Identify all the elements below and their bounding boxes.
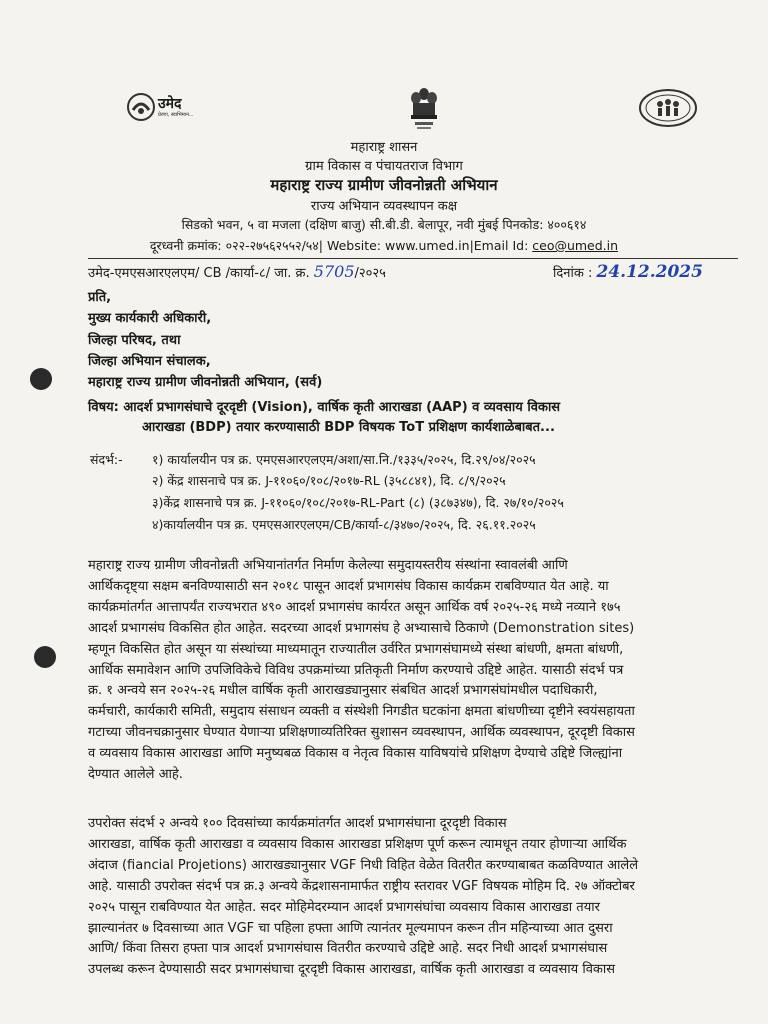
paragraph-line: देण्यात आलेले आहे.: [88, 767, 183, 783]
subject-line-1: विषय: आदर्श प्रभागसंघाचे दूरदृष्टी (Vision), वार्षिक कृती आराखडा (AAP) व व्यवसाय विकास: [88, 400, 561, 415]
paragraph-line: कार्यक्रमांतर्गत आत्तापर्यंत राज्यभरात ४९० आदर्श प्रभागसंघ कार्यरत असून आर्थिक वर्ष २०२५-२६ मध्ये नव्याने १७५: [88, 599, 621, 615]
reference-handwritten-number: 5705: [313, 262, 355, 281]
recipient-line: महाराष्ट्र राज्य ग्रामीण जीवनोन्नती अभियान, (सर्व): [88, 375, 323, 390]
punch-hole-top: [30, 368, 52, 390]
umed-logo-tagline: प्रेरणा, स्वाभिमान...: [158, 112, 194, 118]
references-label: संदर्भ:-: [90, 452, 123, 467]
reference-item: १) कार्यालयीन पत्र क्र. एमएसआरएलएम/अशा/सा.नि./१३३५/२०२५, दि.२९/०४/२०२५: [152, 452, 536, 467]
date-handwritten: 24.12.2025: [596, 262, 703, 282]
umed-logo-text: उमेद: [158, 96, 182, 112]
recipient-line: प्रति,: [88, 290, 112, 305]
umed-logo: [126, 90, 206, 124]
paragraph-line: झाल्यानंतर ७ दिवसाच्या आत VGF चा पहिला हफ्ता आणि त्यानंतर मूल्यमापन करून तीन महिन्याच्या आत दुसरा: [88, 920, 613, 936]
right-seal-logo: [638, 88, 698, 128]
paragraph-line: महाराष्ट्र राज्य ग्रामीण जीवनोन्नती अभियानांतर्गत निर्माण केलेल्या समुदायस्तरीय संस्थांना स्वावलंबी आणि: [88, 558, 568, 573]
paragraph-line: गटाच्या जीवनचक्रानुसार घेण्यात येणाऱ्या प्रशिक्षणाव्यतिरिक्त सुशासन व्यवस्थापन, आर्थिक व्यवस्थापन, दूरदृष्टी विकास: [88, 725, 635, 741]
header-divider: [88, 258, 738, 259]
paragraph-line: कर्मचारी, कार्यकारी समिती, समुदाय संसाधन व्यक्ती व संस्थेशी निगडीत घटकांना क्षमता बांधणीच्या दृष्टीने स्वयंसहायता: [88, 704, 635, 720]
office-address: सिडको भवन, ५ वा मजला (दक्षिण बाजु) सी.बी.डी. बेलापूर, नवी मुंबई पिनकोड: ४००६१४: [181, 217, 587, 232]
cell-title: राज्य अभियान व्यवस्थापन कक्ष: [310, 199, 458, 214]
email-link[interactable]: ceo@umed.in: [532, 238, 619, 253]
paragraph-line: आराखडा, वार्षिक कृती आराखडा व व्यवसाय विकास आराखडा प्रशिक्षण पूर्ण करून त्यामधून तयार होणाऱ्या आर्थिक: [88, 836, 627, 852]
reference-item: ३)केंद्र शासनाचे पत्र क्र. J-११०६०/१०८/२०१७-RL-Part (८) (३८७३४७), दि. २७/१०/२०२५: [152, 495, 564, 510]
paragraph-line: उपलब्ध करून देण्यासाठी सदर प्रभागसंघाचा दूरदृष्टी विकास आराखडा, वार्षिक कृती आराखडा व व्यवसाय विकास: [88, 962, 616, 978]
punch-hole-bottom: [34, 646, 56, 668]
contact-text: दूरध्वनी क्रमांक: ०२२-२७५६२५५२/५४| Website: www.umed.in|Email Id:: [149, 238, 533, 253]
body-paragraph-2: [88, 814, 743, 981]
contact-line: [0, 237, 768, 254]
mission-title: महाराष्ट्र राज्य ग्रामीण जीवनोन्नती अभियान: [270, 176, 498, 194]
date-label: दिनांक :: [553, 266, 593, 281]
paragraph-line: उपरोक्त संदर्भ २ अन्वये १०० दिवसांच्या कार्यक्रमांतर्गत आदर्श प्रभागसंघाना दूरदृष्टी विकास: [88, 816, 507, 831]
subject-line-2: आराखडा (BDP) तयार करण्यासाठी BDP विषयक ToT प्रशिक्षण कार्यशाळेबाबत...: [142, 420, 555, 435]
paragraph-line: आहे. यासाठी उपरोक्त संदर्भ पत्र क्र.३ अन्वये केंद्रशासनामार्फत राष्ट्रीय स्तरावर VGF विषयक मोहिम दि. २७ ऑक्टोबर: [88, 878, 635, 894]
paragraph-line: आदर्श प्रभागसंघ विकसित होत आहेत. सदरच्या आदर्श प्रभागसंघ हे अभ्यासाचे ठिकाणे (Demonstration sites): [88, 620, 635, 636]
reference-prefix: उमेद-एमएसआरएलएम/ CB /कार्या-८/ जा. क्र.: [88, 266, 310, 281]
department-title: ग्राम विकास व पंचायतराज विभाग: [305, 159, 463, 174]
paragraph-line: म्हणून विकसित होत असून या संस्थांच्या माध्यमातून राज्यातील उर्वरित प्रभागसंघामध्ये संस्था बांधणी, क्षमता बांधणी,: [88, 641, 624, 657]
reference-item: ४)कार्यालयीन पत्र क्र. एमएसआरएलएम/CB/कार्या-८/३४७०/२०२५, दि. २६.११.२०२५: [152, 517, 536, 532]
paragraph-line: आणि/ किंवा तिसरा हफ्ता पात्र आदर्श प्रभागसंघास वितरीत करण्याचे उद्दिष्टे आहे. सदर निधी आदर्श प्रभागसंघास: [88, 941, 608, 957]
reference-number: [88, 262, 386, 281]
recipient-line: जिल्हा अभियान संचालक,: [88, 354, 211, 369]
recipient-line: मुख्य कार्यकारी अधिकारी,: [88, 311, 212, 326]
letter-date: [553, 262, 703, 282]
body-paragraph-1: [88, 556, 743, 786]
paragraph-line: २०२५ पासून राबविण्यात येत आहेत. सदर मोहिमेदरम्यान आदर्श प्रभागसंघांचा व्यवसाय विकास आराखडा तयार: [88, 899, 600, 915]
national-emblem-icon: [407, 84, 441, 134]
paragraph-line: आर्थिकदृष्ट्या सक्षम बनविण्यासाठी सन २०१८ पासून आदर्श प्रभागसंघ विकास कार्यक्रम राबविण्यात येत आहे. या: [88, 578, 609, 594]
reference-suffix: /२०२५: [354, 266, 386, 281]
govt-title: महाराष्ट्र शासन: [350, 140, 418, 155]
paragraph-line: व व्यवसाय विकास आराखडा आणि मनुष्यबळ विकास व नेतृत्व विकास याविषयांचे प्रशिक्षण देण्याचे उद्दिष्टे जिल्ह्यांना: [88, 746, 623, 762]
paragraph-line: क्र. १ अन्वये सन २०२५-२६ मधील वार्षिक कृती आराखड्यानुसार संबधित आदर्श प्रभागसंघांमधील पदाधिकारी,: [88, 683, 598, 699]
recipient-line: जिल्हा परिषद, तथा: [88, 333, 181, 348]
paragraph-line: आर्थिक समावेशन आणि उपजिविकेचे विविध उपक्रमांच्या प्रतिकृती निर्माण करण्याचे उद्दिष्टे आहेत. यासाठी संदर्भ पत्र: [88, 662, 624, 678]
paragraph-line: अंदाज (fiancial Projetions) आराखड्यानुसार VGF निधी विहित वेळेत वितरीत करण्याबाबत कळविण्यात आलेले: [88, 857, 639, 873]
reference-item: २) केंद्र शासनाचे पत्र क्र. J-११०६०/१०८/२०१७-RL (३५८८४१), दि. ८/९/२०२५: [152, 473, 506, 488]
